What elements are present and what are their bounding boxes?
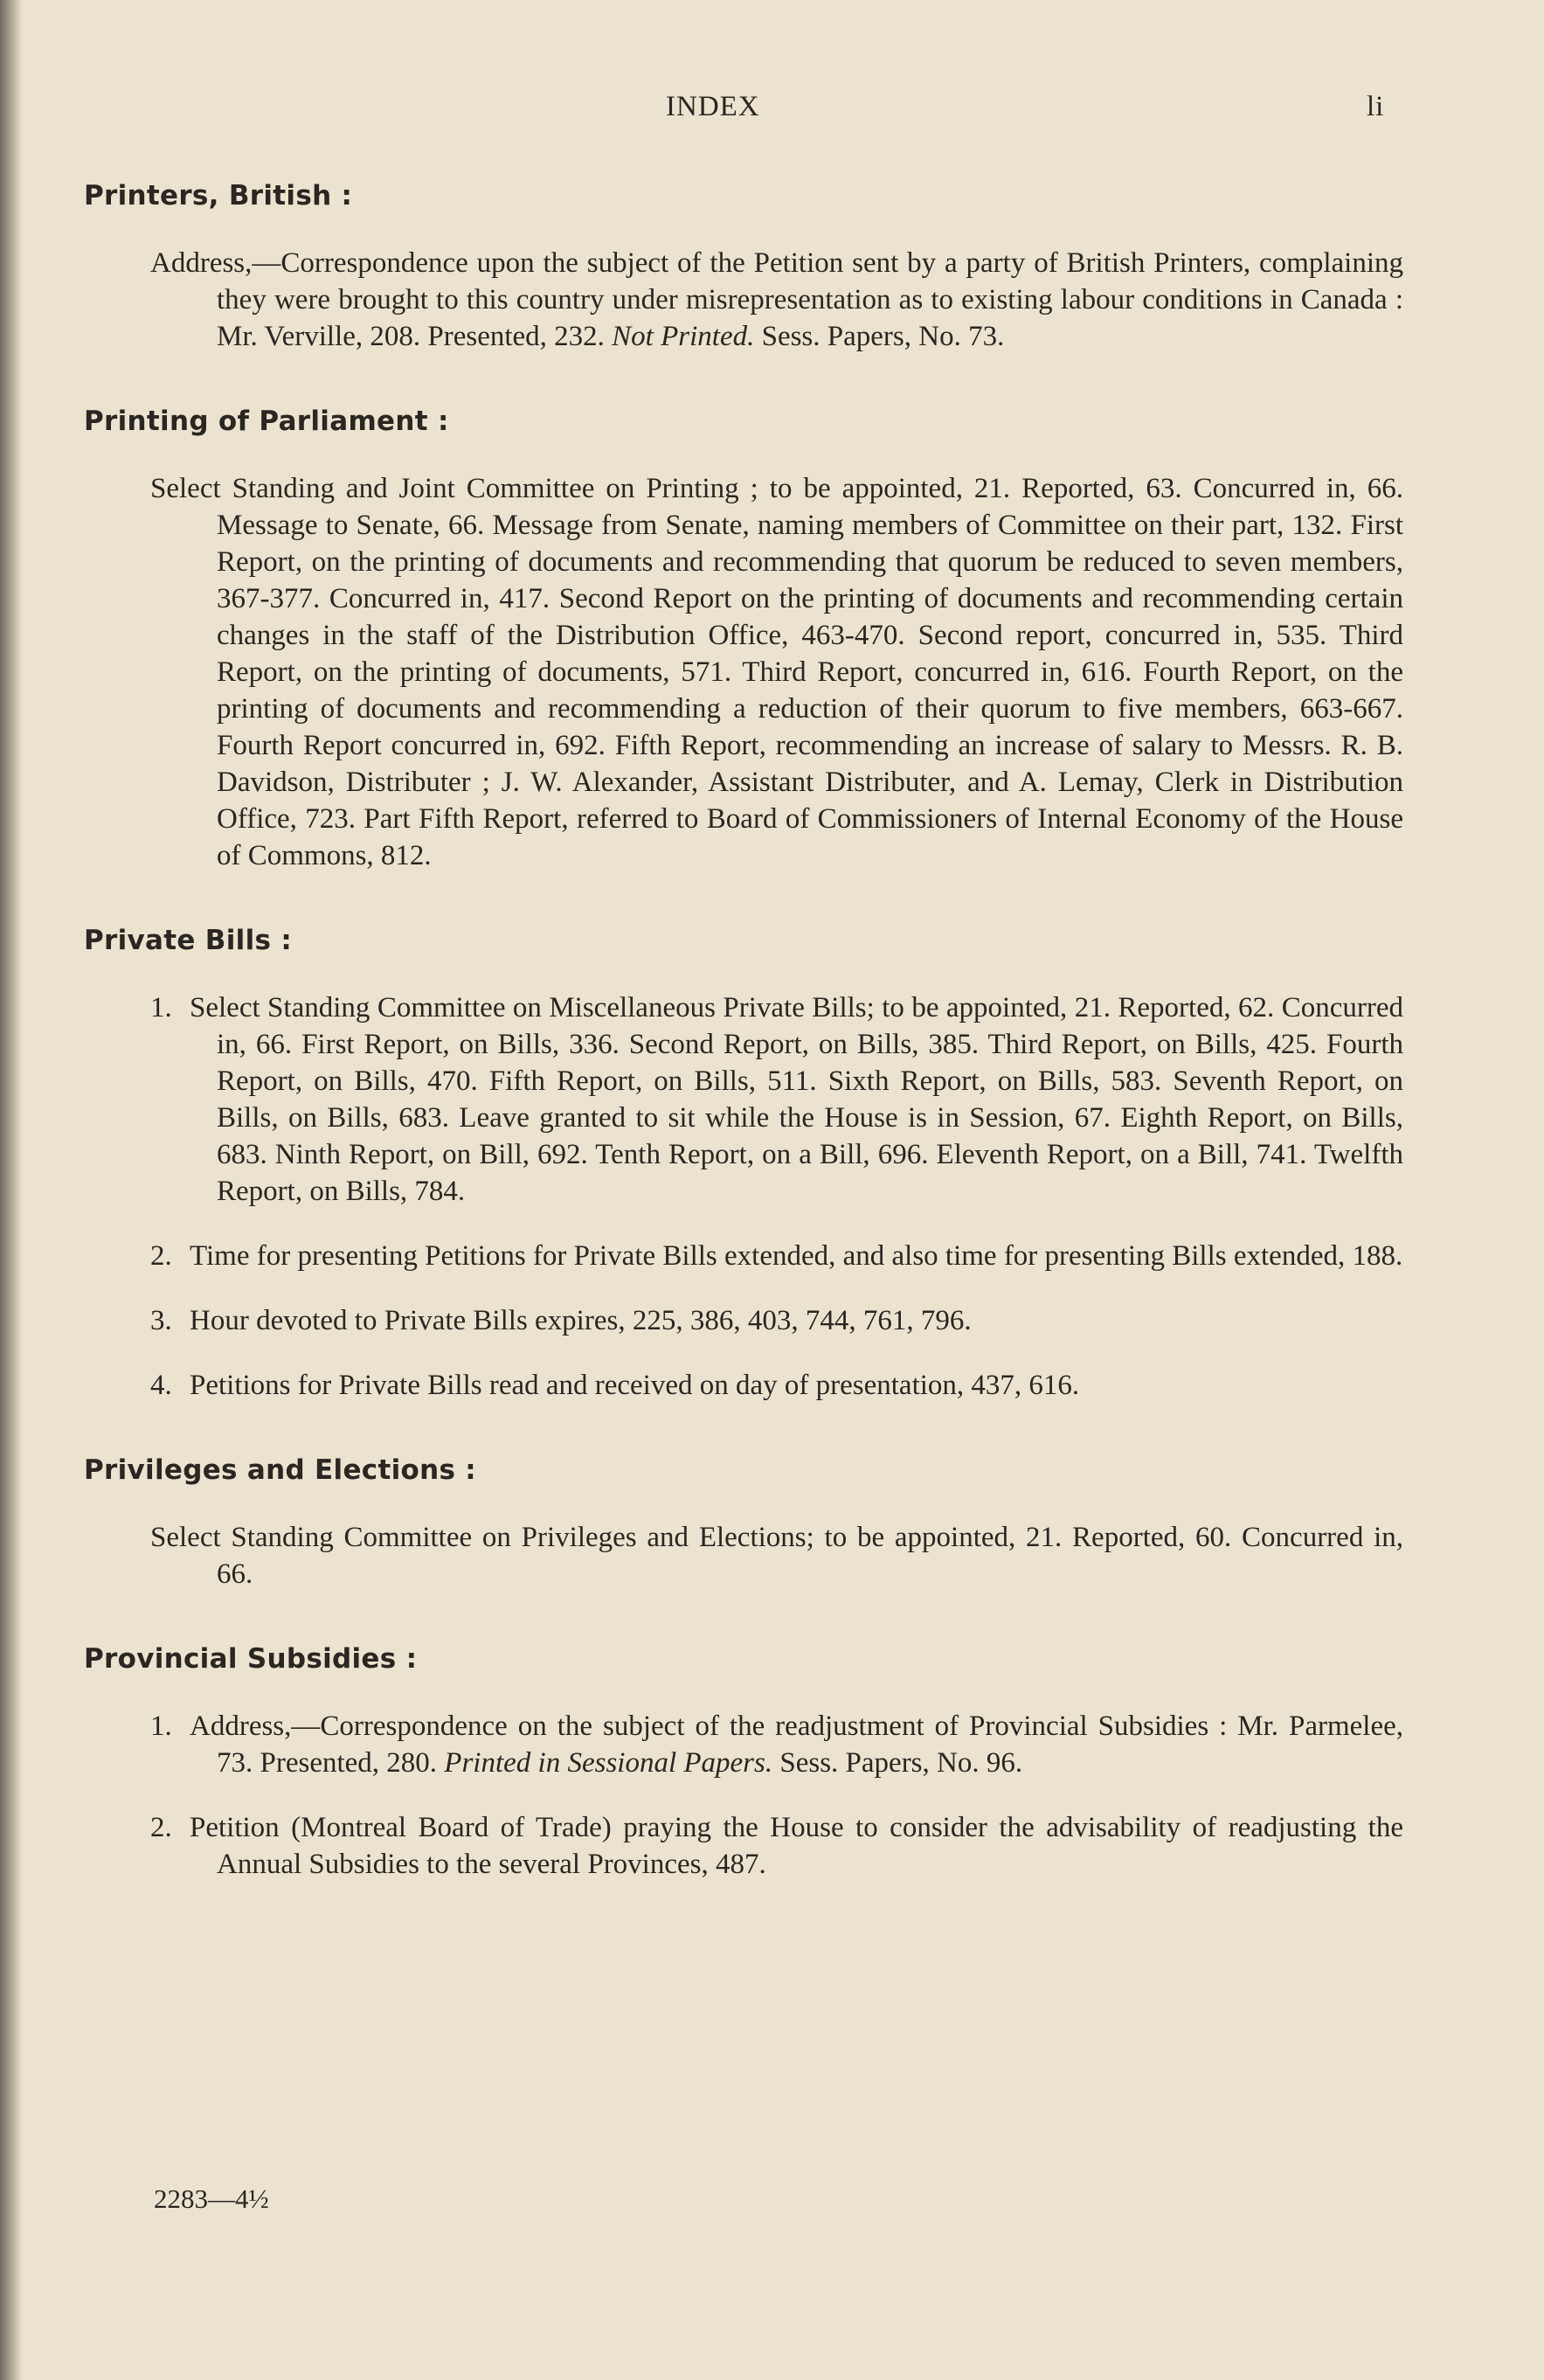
page-header — [0, 91, 1544, 133]
section-heading: Provincial Subsidies : — [84, 1643, 418, 1675]
index-section — [84, 406, 1403, 874]
page-number: li — [1367, 91, 1385, 122]
index-entry — [84, 989, 1403, 1210]
index-entry — [84, 245, 1403, 355]
entry-italic-note: Printed in Sessional Papers. — [444, 1747, 773, 1779]
index-entry — [84, 470, 1403, 874]
printer-signature: 2283—4½ — [154, 2183, 269, 2214]
entry-text-after: Sess. Papers, No. 96. — [772, 1747, 1023, 1779]
entry-text: Select Standing and Joint Committee on Printing ; to be appointed, 21. Reported, 63. Concurred in, 66. Message to Senate, 66. Message from Senate, naming members of Committee on their part, 132. First Report, on the printing of documents and recommending that quorum be reduced to seven members, 367-377. Concurred in, 417. Second Report on the printing of documents and recommending certain changes in the staff of the Distribution Office, 463-470. Second report, concurred in, 535. Third Report, on the printing of documents, 571. Third Report, concurred in, 616. Fourth Report, on the printing of documents and recommending a reduction of their quorum to five members, 663-667. Fourth Report concurred in, 692. Fifth Report, recommending an increase of salary to Messrs. R. B. Davidson, Distributer ; J. W. Alexander, Assistant Distributer, and A. Lemay, Clerk in Distribution Office, 723. Part Fifth Report, referred to Board of Commissioners of Internal Economy of the House of Commons, 812. — [150, 473, 1403, 871]
section-heading: Printing of Parliament : — [84, 406, 449, 437]
index-section — [84, 1643, 1403, 1883]
index-entry — [84, 1238, 1403, 1274]
index-section — [84, 1454, 1403, 1592]
entry-number: 2. — [150, 1812, 172, 1843]
entry-text-after: Sess. Papers, No. 73. — [754, 321, 1005, 352]
section-heading: Printers, British : — [84, 180, 353, 212]
entry-number: 3. — [150, 1305, 172, 1336]
entry-text: Time for presenting Petitions for Private Bills extended, and also time for presenting Bills extended, 188. — [190, 1240, 1403, 1272]
entry-italic-note: Not Printed. — [612, 321, 755, 352]
section-heading: Private Bills : — [84, 925, 293, 956]
index-entry — [84, 1367, 1403, 1404]
entry-number: 1. — [150, 1710, 172, 1742]
entry-text: Address,—Correspondence upon the subject of the Petition sent by a party of British Printers, complaining they were brought to this country under misrepresentation as to existing labour conditions in Canada : Mr. Verville, 208. Presented, 232. — [150, 247, 1403, 352]
entry-number: 1. — [150, 992, 172, 1023]
entry-number: 2. — [150, 1240, 172, 1272]
index-entry — [84, 1809, 1403, 1883]
index-entry — [84, 1519, 1403, 1592]
section-heading: Privileges and Elections : — [84, 1454, 477, 1486]
index-entry — [84, 1302, 1403, 1339]
entry-text: Select Standing Committee on Miscellaneous Private Bills; to be appointed, 21. Reported, 62. Concurred in, 66. First Report, on Bills, 336. Second Report, on Bills, 385. Third Report, on Bills, 425. Fourth Report, on Bills, 470. Fifth Report, on Bills, 511. Sixth Report, on Bills, 583. Seventh Report, on Bills, on Bills, 683. Leave granted to sit while the House is in Session, 67. Eighth Report, on Bills, 683. Ninth Report, on Bill, 692. Tenth Report, on a Bill, 696. Eleventh Report, on a Bill, 741. Twelfth Report, on Bills, 784. — [190, 992, 1403, 1207]
index-entry — [84, 1708, 1403, 1781]
entry-text: Petitions for Private Bills read and received on day of presentation, 437, 616. — [190, 1370, 1080, 1401]
entry-text: Select Standing Committee on Privileges and Elections; to be appointed, 21. Reported, 60. Concurred in, 66. — [150, 1522, 1403, 1590]
index-section — [84, 180, 1403, 355]
entry-text: Hour devoted to Private Bills expires, 225, 386, 403, 744, 761, 796. — [190, 1305, 972, 1336]
entry-text: Petition (Montreal Board of Trade) praying the House to consider the advisability of readjusting the Annual Subsidies to the several Provinces, 487. — [190, 1812, 1403, 1880]
index-content — [84, 180, 1403, 1933]
entry-number: 4. — [150, 1370, 172, 1401]
index-section — [84, 925, 1403, 1404]
page-title: INDEX — [666, 91, 760, 122]
entry-text: Address,—Correspondence on the subject of the readjustment of Provincial Subsidies : Mr. Parmelee, 73. Presented, 280. — [190, 1710, 1403, 1779]
